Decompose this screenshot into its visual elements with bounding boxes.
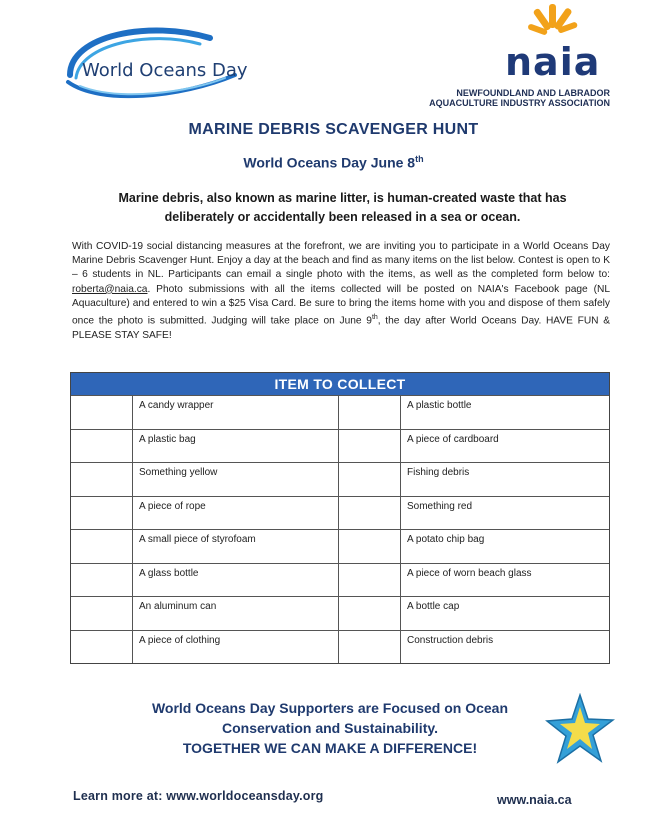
table-row	[71, 529, 609, 563]
check-box[interactable]	[339, 597, 401, 630]
subtitle-text: World Oceans Day June 8	[243, 154, 416, 171]
check-box[interactable]	[71, 530, 133, 563]
email-link[interactable]: roberta@naia.ca	[72, 283, 148, 295]
footer-line2: Conservation and Sustainability.	[221, 720, 438, 736]
item-cell: A small piece of styrofoam	[133, 530, 339, 563]
check-box[interactable]	[339, 396, 401, 429]
body-sup: th	[371, 314, 378, 322]
table-header: ITEM TO COLLECT	[71, 373, 609, 395]
table-row	[71, 462, 609, 496]
item-cell: A plastic bottle	[407, 400, 472, 411]
body-paragraph	[72, 240, 610, 343]
item-cell: A glass bottle	[133, 564, 339, 597]
table-row	[71, 596, 609, 630]
items-table	[70, 372, 610, 664]
footer-line3: TOGETHER WE CAN MAKE A DIFFERENCE!	[182, 740, 478, 756]
item-cell: A potato chip bag	[407, 534, 485, 545]
item-cell: Something yellow	[133, 463, 339, 496]
check-box[interactable]	[339, 430, 401, 463]
page-subtitle	[0, 154, 667, 171]
check-box[interactable]	[71, 631, 133, 664]
check-box[interactable]	[71, 597, 133, 630]
check-box[interactable]	[71, 430, 133, 463]
item-cell: Something red	[407, 500, 473, 512]
page-title: MARINE DEBRIS SCAVENGER HUNT	[188, 121, 479, 138]
starfish-icon	[545, 693, 615, 765]
table-row	[71, 630, 609, 664]
naia-sub-line2: AQUACULTURE INDUSTRY ASSOCIATION	[429, 98, 610, 108]
body-part3: , the day after World Oceans Day. HAVE FUN & PLEASE STAY SAFE!	[72, 315, 610, 341]
item-cell: Fishing debris	[407, 467, 470, 478]
item-cell: An aluminum can	[133, 597, 339, 630]
naia-full-name	[420, 88, 610, 108]
world-oceans-day-logo-text: World Oceans Day	[82, 60, 248, 81]
item-cell: A piece of rope	[133, 497, 339, 530]
footer-message	[130, 698, 530, 758]
check-box[interactable]	[339, 530, 401, 563]
table-row	[71, 429, 609, 463]
body-part2: . Photo submissions with all the items collected will be posted on NAIA's Facebook page (NL Aquaculture) and entered to win a $25 Visa Card. Be sure to bring the items home with you and dispose of them safely once the photo is submitted. Judging will take place on June 9	[72, 283, 610, 327]
item-cell: A piece of clothing	[133, 631, 339, 664]
check-box[interactable]	[71, 564, 133, 597]
check-box[interactable]	[339, 631, 401, 664]
table-row	[71, 395, 609, 429]
footer-line1: World Oceans Day Supporters are Focused on Ocean	[151, 700, 509, 716]
check-box[interactable]	[71, 396, 133, 429]
table-row	[71, 563, 609, 597]
body-part1: With COVID-19 social distancing measures at the forefront, we are inviting you to participate in a World Oceans Day Marine Debris Scavenger Hunt. Enjoy a day at the beach and find as many items on the list below. Contest is open to K – 6 students in NL. Participants can email a single photo with the items, as well as the completed form below to:	[72, 241, 610, 281]
check-box[interactable]	[71, 463, 133, 496]
naia-website-link[interactable]: www.naia.ca	[497, 793, 572, 807]
table-row	[71, 496, 609, 530]
check-box[interactable]	[339, 564, 401, 597]
item-cell: Construction debris	[407, 634, 494, 646]
naia-sub-line1: NEWFOUNDLAND AND LABRADOR	[456, 88, 610, 98]
item-cell: A plastic bag	[133, 430, 339, 463]
check-box[interactable]	[339, 463, 401, 496]
check-box[interactable]	[71, 497, 133, 530]
lead-paragraph: Marine debris, also known as marine litter, is human-created waste that has deliberately or accidentally been released in a sea or ocean.	[118, 191, 567, 224]
learn-more-link[interactable]: Learn more at: www.worldoceansday.org	[73, 789, 324, 803]
item-cell: A piece of worn beach glass	[407, 567, 532, 579]
naia-logo-text: naia	[505, 40, 601, 84]
item-cell: A bottle cap	[407, 601, 460, 612]
subtitle-suffix: th	[415, 154, 424, 164]
item-cell: A candy wrapper	[133, 396, 339, 429]
item-cell: A piece of cardboard	[407, 433, 499, 445]
check-box[interactable]	[339, 497, 401, 530]
